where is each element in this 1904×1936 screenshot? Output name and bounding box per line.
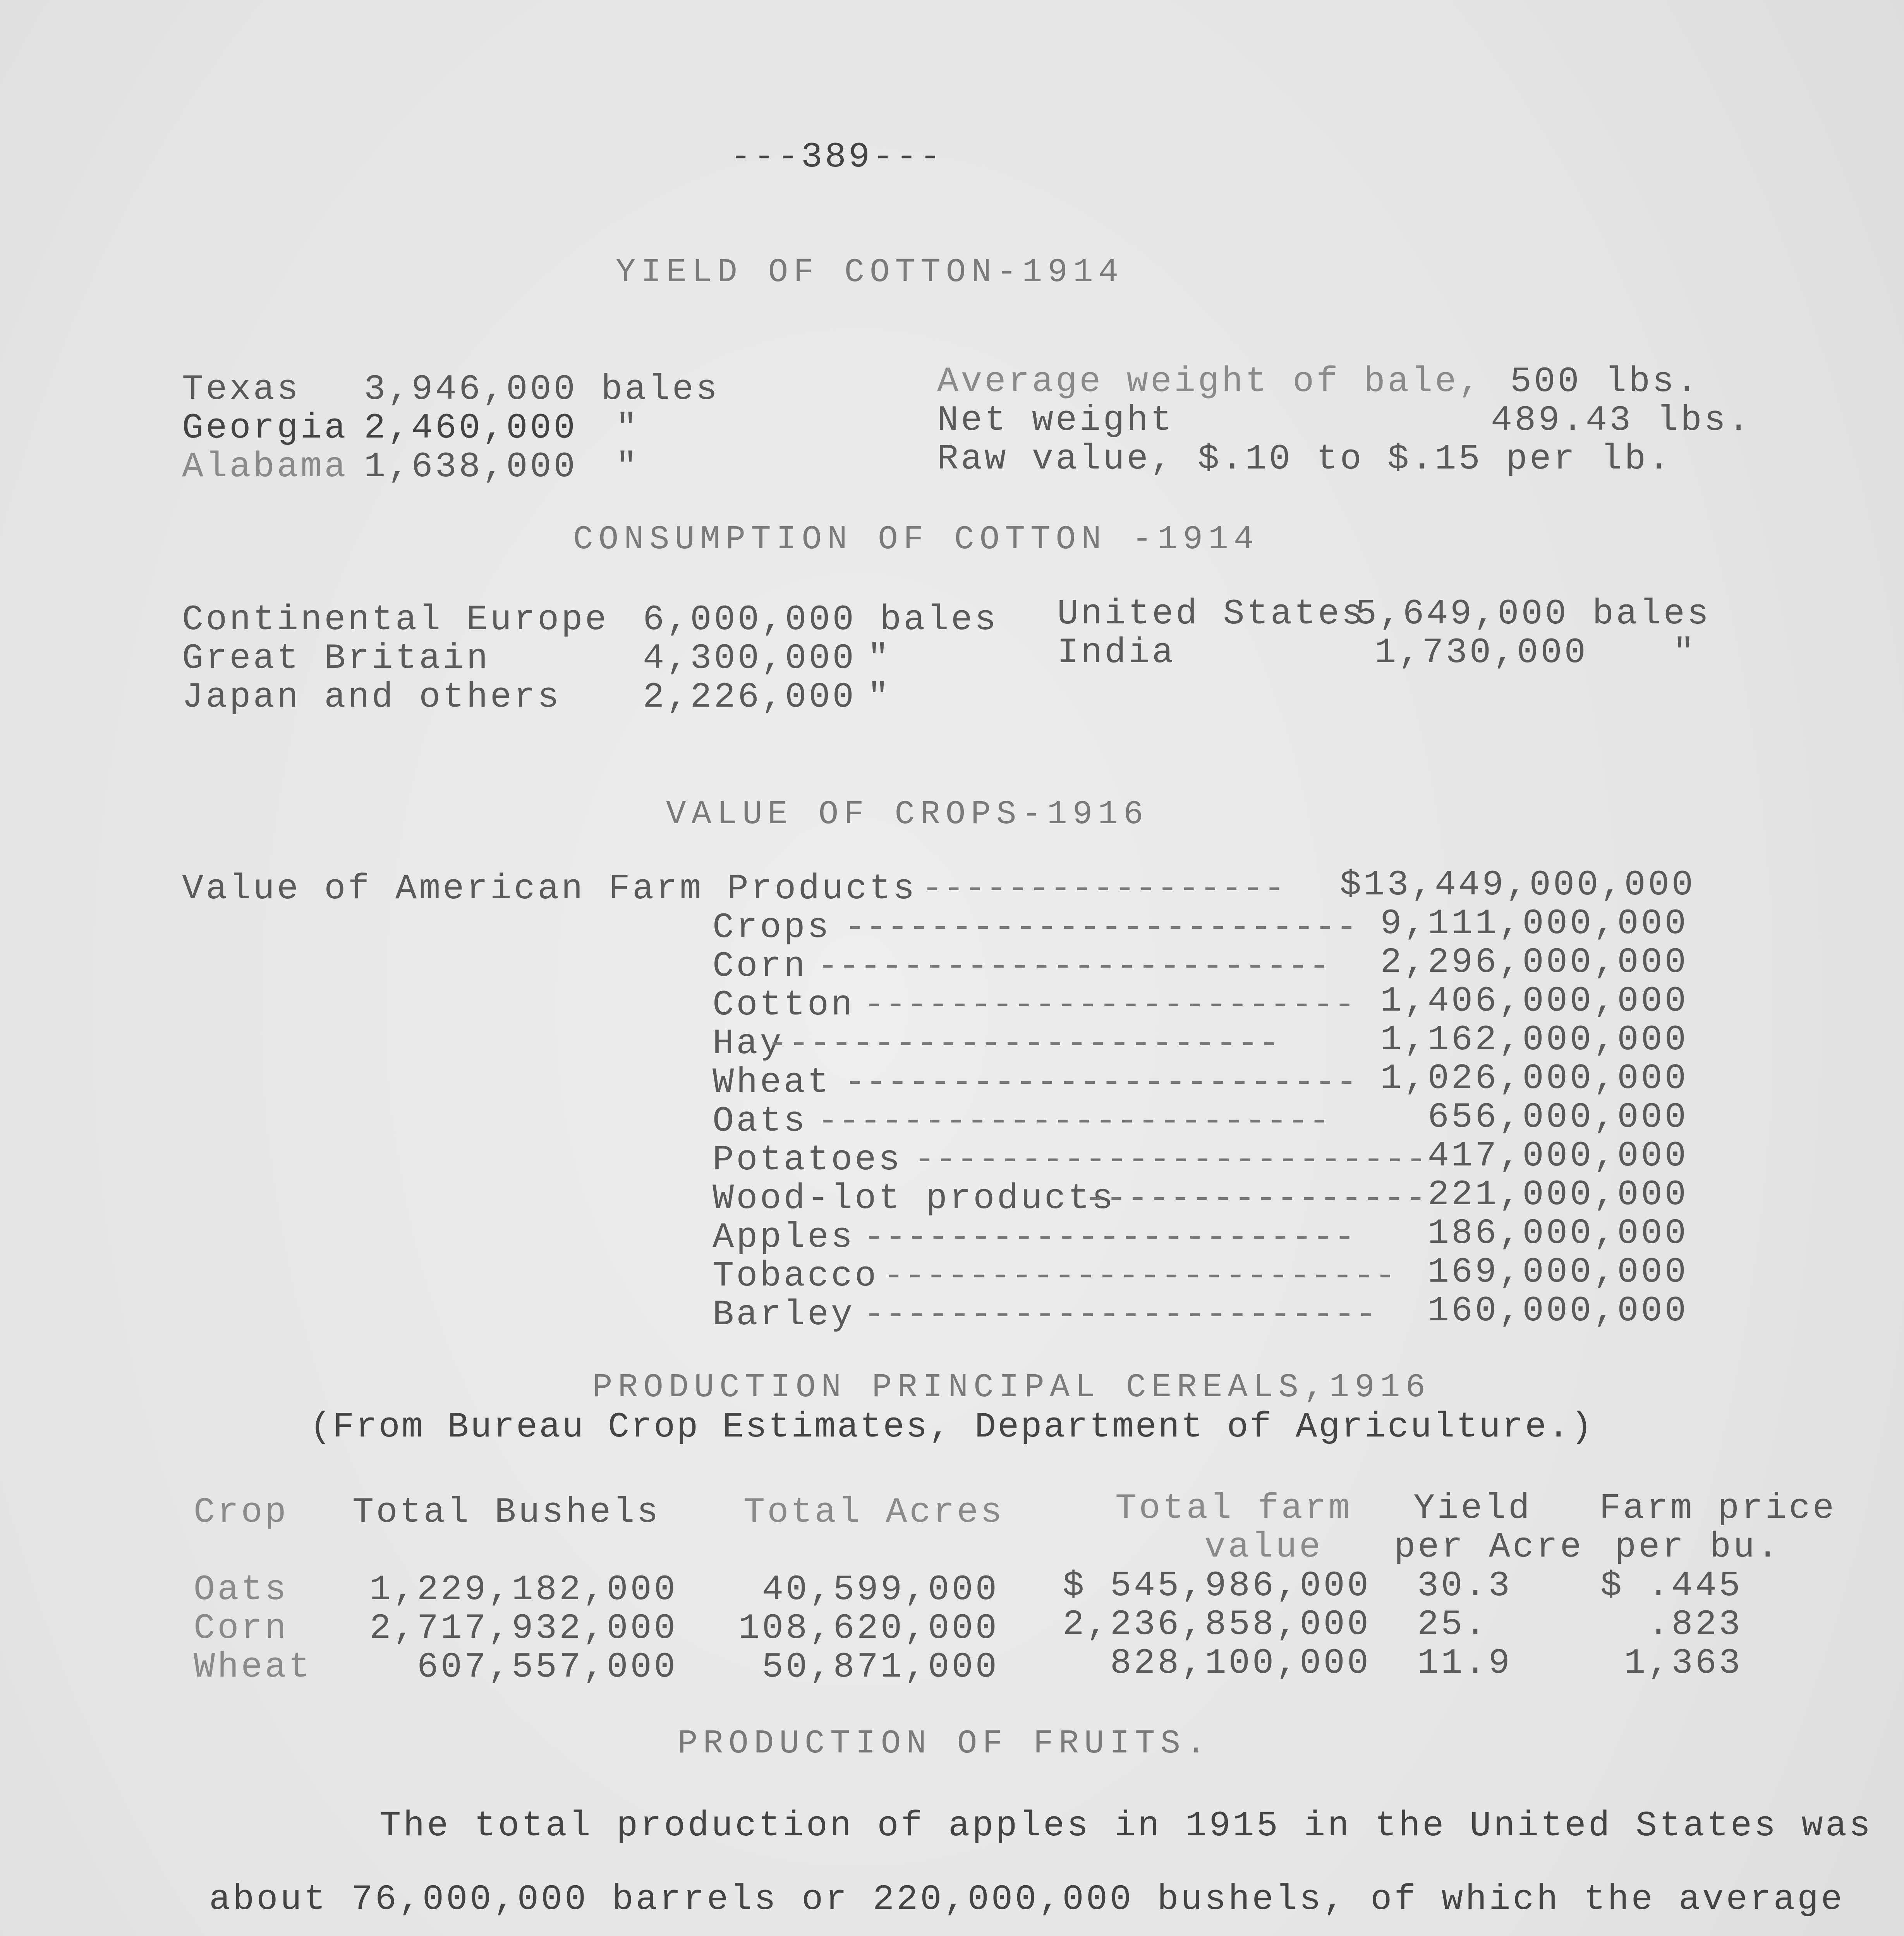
yield-note-value: 489.43 lbs. (1491, 400, 1752, 441)
cotton-yield-title: YIELD OF COTTON-1914 (616, 253, 1124, 291)
consumption-value: 5,649,000 bales (1355, 594, 1711, 634)
crop-name: Tobacco (712, 1256, 879, 1296)
consumption-value: 2,226,000 (643, 677, 856, 717)
crop-amount: 417,000,000 (1427, 1136, 1688, 1176)
ditto-mark: " (867, 638, 891, 679)
crop-amount: 656,000,000 (1427, 1097, 1688, 1138)
crop-name: Corn (712, 946, 807, 987)
cereal-cell-bushels: 2,717,932,000 (369, 1608, 678, 1649)
yield-state-name: Alabama (182, 446, 348, 487)
leader-dots: ------------------------ (844, 1062, 1358, 1103)
col-header-yield: Yield (1413, 1488, 1532, 1529)
yield-state-value: 3,946,000 bales (364, 369, 720, 410)
leader-dots: ------------------------ (883, 1256, 1396, 1296)
consumption-region: Continental Europe (182, 599, 609, 640)
consumption-value: 1,730,000 (1375, 632, 1588, 673)
col-header-yield: per Acre (1394, 1527, 1584, 1567)
consumption-region: India (1057, 632, 1176, 673)
crop-amount: 9,111,000,000 (1380, 903, 1688, 944)
cereal-cell-acres: 40,599,000 (762, 1569, 999, 1610)
leader-dots: ------------------------ (767, 1023, 1280, 1064)
cereal-cell-bushels: 1,229,182,000 (369, 1569, 678, 1610)
ditto-mark: " (1673, 632, 1697, 673)
cereal-cell-price: $ .445 (1600, 1565, 1743, 1606)
crop-amount: 1,406,000,000 (1380, 981, 1688, 1021)
crop-value-label: Value of American Farm Products (182, 868, 917, 909)
cereal-cell-yield: 25. (1417, 1604, 1489, 1645)
crop-name: Potatoes (712, 1140, 902, 1180)
leader-dots: ------------------------ (844, 907, 1358, 948)
yield-state-value: 2,460,000 (364, 408, 577, 448)
col-header-crop: Crop (194, 1492, 288, 1533)
yield-note-label: Average weight of bale, (937, 361, 1482, 402)
cereal-cell-price: 1,363 (1624, 1643, 1743, 1684)
cereal-cell-price: .823 (1648, 1604, 1743, 1645)
crop-value-amount: $13,449,000,000 (1340, 865, 1696, 905)
crop-amount: 169,000,000 (1427, 1252, 1688, 1292)
cereals-title: PRODUCTION PRINCIPAL CEREALS,1916 (592, 1368, 1431, 1406)
crop-name: Oats (712, 1101, 807, 1141)
yield-note-value: 500 lbs. (1510, 361, 1700, 402)
yield-note-label: Raw value, $.10 to $.15 per lb. (937, 439, 1672, 479)
ditto-mark: " (616, 446, 640, 487)
consumption-region: United States (1057, 594, 1365, 634)
yield-state-name: Texas (182, 369, 301, 410)
col-header-farm-value: Total farm (1115, 1488, 1353, 1529)
col-header-price: per bu. (1615, 1527, 1781, 1567)
col-header-bushels: Total Bushels (352, 1492, 661, 1533)
crop-amount: 1,162,000,000 (1380, 1019, 1688, 1060)
crop-name: Crops (712, 907, 831, 948)
leader-dots: ----------------------- (864, 985, 1355, 1025)
col-header-price: Farm price (1599, 1488, 1837, 1529)
leader-dots: ---------------- (1084, 1178, 1427, 1219)
crop-amount: 160,000,000 (1427, 1291, 1688, 1331)
crop-name: Wood-lot products (712, 1178, 1116, 1219)
cereals-subtitle: (From Bureau Crop Estimates, Department of Agriculture.) (310, 1407, 1594, 1447)
fruits-title: PRODUCTION OF FRUITS. (678, 1725, 1211, 1763)
ditto-mark: " (616, 408, 640, 448)
col-header-acres: Total Acres (743, 1492, 1004, 1533)
ditto-mark: " (867, 677, 891, 717)
cereal-cell-yield: 30.3 (1417, 1565, 1512, 1606)
cereal-cell-crop: Corn (194, 1608, 288, 1649)
consumption-region: Japan and others (182, 677, 561, 717)
crop-name: Barley (712, 1294, 855, 1335)
leader-dots: ----------------------- (864, 1217, 1355, 1258)
crop-amount: 2,296,000,000 (1380, 942, 1688, 983)
page-number: ---389--- (730, 137, 943, 177)
cereal-cell-yield: 11.9 (1417, 1643, 1512, 1684)
leader-dots: ------------------------ (914, 1140, 1427, 1180)
col-header-farm-value: value (1204, 1527, 1323, 1567)
cereal-cell-crop: Wheat (194, 1647, 312, 1687)
leader-dots: ------------------------ (817, 946, 1331, 987)
consumption-value: 6,000,000 bales (643, 599, 999, 640)
yield-state-name: Georgia (182, 408, 348, 448)
cereal-cell-value: 828,100,000 (1110, 1643, 1371, 1684)
leader-dots: ------------------------ (817, 1101, 1331, 1141)
crop-amount: 186,000,000 (1427, 1213, 1688, 1254)
leader-dots: ----------------- (922, 868, 1285, 909)
fruit-paragraph-line: The total production of apples in 1915 in the United States was (379, 1806, 1873, 1846)
crop-name: Wheat (712, 1062, 831, 1103)
consumption-region: Great Britain (182, 638, 490, 679)
yield-state-value: 1,638,000 (364, 446, 577, 487)
crop-amount: 1,026,000,000 (1380, 1058, 1688, 1099)
crops-value-title: VALUE OF CROPS-1916 (666, 795, 1149, 833)
crop-name: Cotton (712, 985, 855, 1025)
cereal-cell-value: $ 545,986,000 (1063, 1565, 1371, 1606)
cereal-cell-value: 2,236,858,000 (1063, 1604, 1371, 1645)
yield-note-label: Net weight (937, 400, 1174, 441)
crop-name: Hay (712, 1023, 784, 1064)
cereal-cell-crop: Oats (194, 1569, 288, 1610)
cereal-cell-acres: 50,871,000 (762, 1647, 999, 1687)
consumption-title: CONSUMPTION OF COTTON -1914 (573, 520, 1259, 558)
cereal-cell-bushels: 607,557,000 (417, 1647, 678, 1687)
crop-name: Apples (712, 1217, 855, 1258)
cereal-cell-acres: 108,620,000 (738, 1608, 999, 1649)
crop-amount: 221,000,000 (1427, 1174, 1688, 1215)
consumption-value: 4,300,000 (643, 638, 856, 679)
leader-dots: ------------------------ (864, 1294, 1377, 1335)
fruit-paragraph-line: about 76,000,000 barrels or 220,000,000 bushels, of which the average (209, 1879, 1845, 1920)
